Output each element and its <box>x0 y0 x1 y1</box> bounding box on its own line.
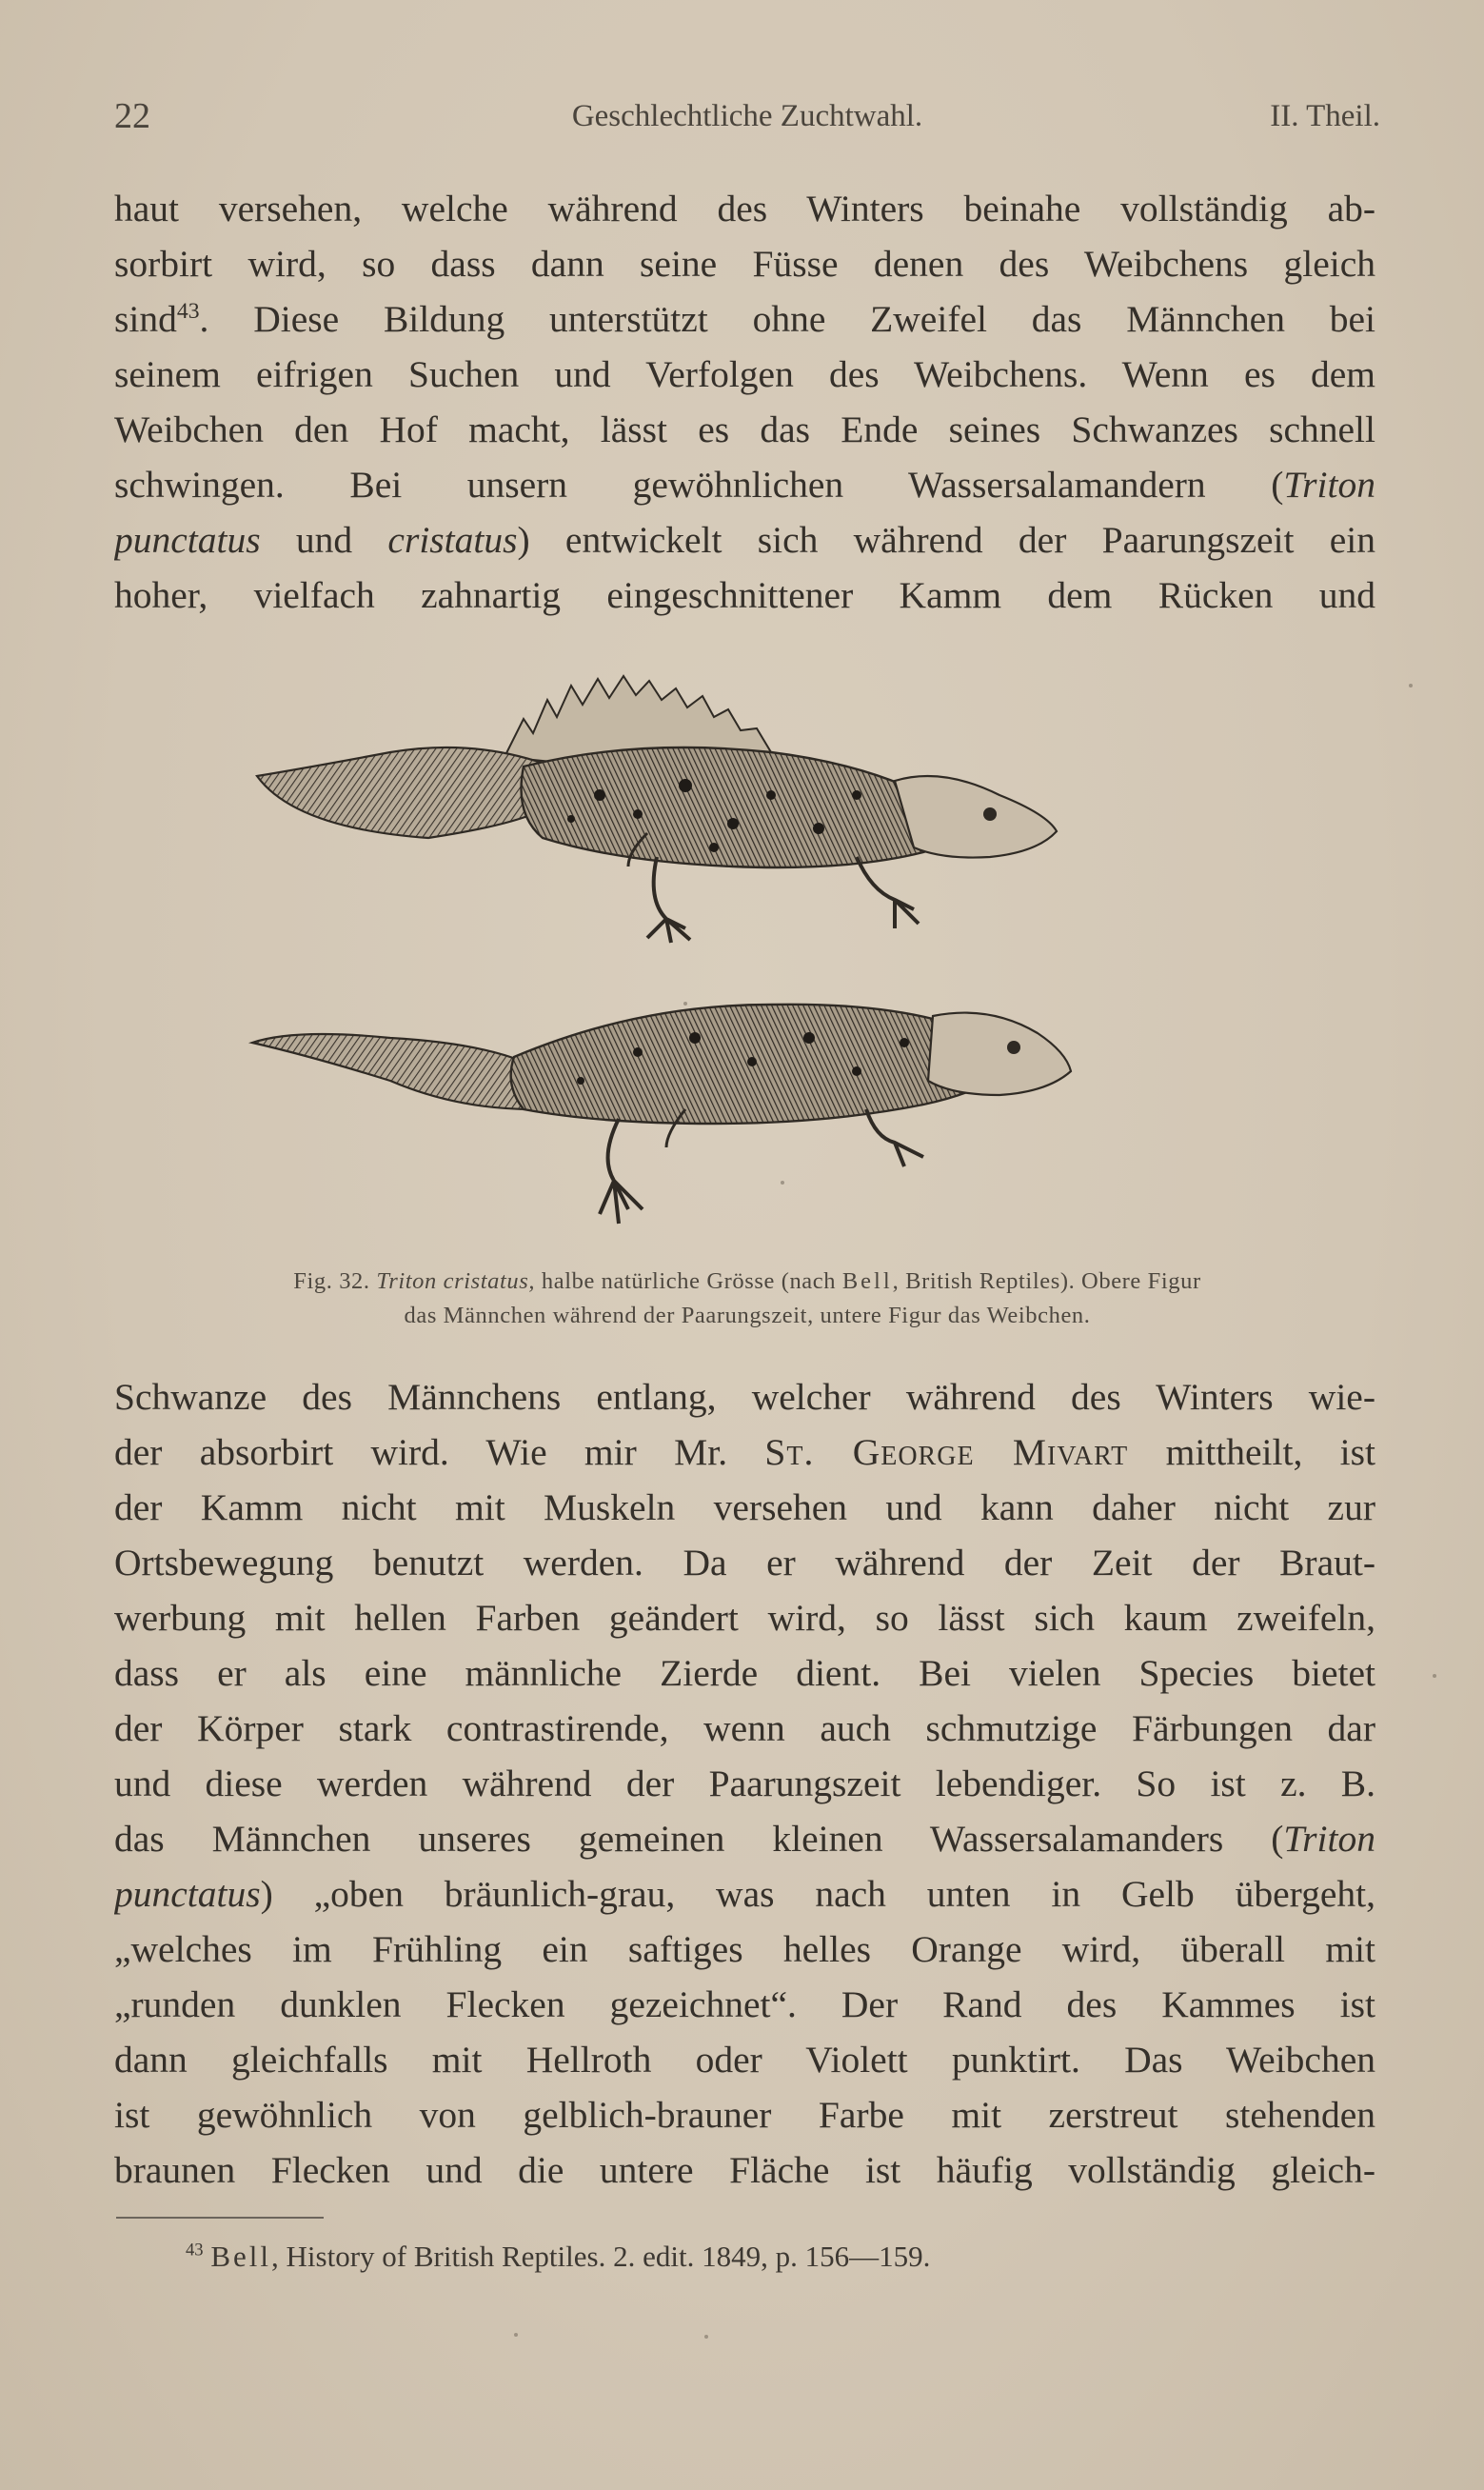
speck <box>683 1002 687 1006</box>
text-line <box>114 1424 1375 1480</box>
text-line <box>114 1866 1375 1922</box>
text-line <box>114 291 1375 347</box>
running-header <box>114 95 1380 152</box>
text-line: werbung mit hellen Farben geändert wird, so lässt sich kaum zweifeln, <box>114 1597 1375 1639</box>
text-fragment: sind <box>114 298 177 340</box>
species-name: punctatus <box>114 519 261 561</box>
text-line: dass er als eine männliche Zierde dient. Bei vielen Species bietet <box>114 1652 1375 1694</box>
text-line: Weibchen den Hof macht, lässt es das Ende seines Schwanzes schnell <box>114 408 1375 450</box>
footnote-text: , History of British Reptiles. 2. edit. 1849, p. 156—159. <box>271 2240 931 2273</box>
text-line: Schwanze des Männchens entlang, welcher während des Winters wie- <box>114 1376 1375 1418</box>
running-title: Geschlechtliche Zuchtwahl. <box>571 99 923 133</box>
text-fragment: halbe natürliche Grösse (nach <box>535 1268 842 1294</box>
text-line: hoher, vielfach zahnartig eingeschnittener Kamm dem Rücken und <box>114 574 1375 616</box>
section-label: II. Theil. <box>1270 99 1380 133</box>
text-fragment: schwingen. Bei unsern gewöhnlichen Wassersalamandern ( <box>114 464 1284 506</box>
speck <box>1409 684 1413 687</box>
caption-line: das Männchen während der Paarungszeit, untere Figur das Weibchen. <box>404 1303 1091 1328</box>
text-fragment: und <box>260 519 388 561</box>
speck <box>781 1181 784 1185</box>
text-line <box>114 457 1375 512</box>
footnote-ref: 43 <box>176 298 200 324</box>
speck <box>1433 1674 1436 1678</box>
page-number: 22 <box>114 96 150 136</box>
person-name: St. George Mivart <box>764 1431 1129 1473</box>
text-line: sorbirt wird, so dass dann seine Füsse denen des Weibchens gleich <box>114 243 1375 285</box>
text-line: braunen Flecken und die untere Fläche ist häufig vollständig gleich- <box>114 2149 1375 2191</box>
text-line: „runden dunklen Flecken gezeichnet“. Der Rand des Kammes ist <box>114 1983 1375 2025</box>
text-fragment: ) „oben bräunlich-grau, was nach unten in Gelb übergeht, <box>260 1873 1375 1915</box>
author-name: Bell <box>841 1268 893 1294</box>
text-fragment: mittheilt, ist <box>1128 1431 1375 1473</box>
text-fragment: , British Reptiles). Obere Figur <box>892 1268 1201 1294</box>
female-newt-drawing <box>252 1005 1071 1224</box>
species-name: Triton <box>1283 1818 1375 1860</box>
male-newt-drawing <box>257 676 1057 943</box>
figure-caption <box>138 1265 1356 1333</box>
text-fragment: das Männchen unseres gemeinen kleinen Wassersalamanders ( <box>114 1818 1284 1860</box>
text-line: dann gleichfalls mit Hellroth oder Violett punktirt. Das Weibchen <box>114 2039 1375 2081</box>
text-line <box>114 1811 1375 1866</box>
text-line: der Kamm nicht mit Muskeln versehen und kann daher nicht zur <box>114 1486 1375 1528</box>
footnote-marker: 43 <box>186 2240 204 2261</box>
footnote-divider <box>116 2217 324 2219</box>
speck <box>704 2335 708 2339</box>
author-name: Bell <box>210 2240 272 2273</box>
newt-illustration <box>238 662 1247 1247</box>
species-name: cristatus <box>387 519 518 561</box>
caption-line <box>138 1265 1356 1299</box>
text-fragment: der absorbirt wird. Wie mir Mr. <box>114 1431 765 1473</box>
text-fragment: . Diese Bildung unterstützt ohne Zweifel das Männchen bei <box>199 298 1375 340</box>
footnote <box>186 2240 930 2274</box>
speck <box>514 2333 518 2337</box>
text-line: Ortsbewegung benutzt werden. Da er während der Zeit der Braut- <box>114 1542 1375 1584</box>
species-name: Triton <box>1283 464 1375 506</box>
text-line: und diese werden während der Paarungszeit lebendiger. So ist z. B. <box>114 1763 1375 1804</box>
text-line <box>114 512 1375 568</box>
species-name: punctatus <box>114 1873 261 1915</box>
text-line: haut versehen, welche während des Winters beinahe vollständig ab- <box>114 188 1375 229</box>
body-text-bottom <box>114 1369 1375 2198</box>
text-line: seinem eifrigen Suchen und Verfolgen des Weibchens. Wenn es dem <box>114 353 1375 395</box>
text-line: ist gewöhnlich von gelblich-brauner Farbe mit zerstreut stehenden <box>114 2094 1375 2136</box>
text-line: der Körper stark contrastirende, wenn auch schmutzige Färbungen dar <box>114 1707 1375 1749</box>
text-fragment: ) entwickelt sich während der Paarungszeit ein <box>517 519 1375 561</box>
figure-label: Fig. 32. <box>293 1268 370 1294</box>
body-text-top <box>114 181 1375 623</box>
species-name: Triton cristatus, <box>376 1268 536 1294</box>
text-line: „welches im Frühling ein saftiges helles Orange wird, überall mit <box>114 1928 1375 1970</box>
